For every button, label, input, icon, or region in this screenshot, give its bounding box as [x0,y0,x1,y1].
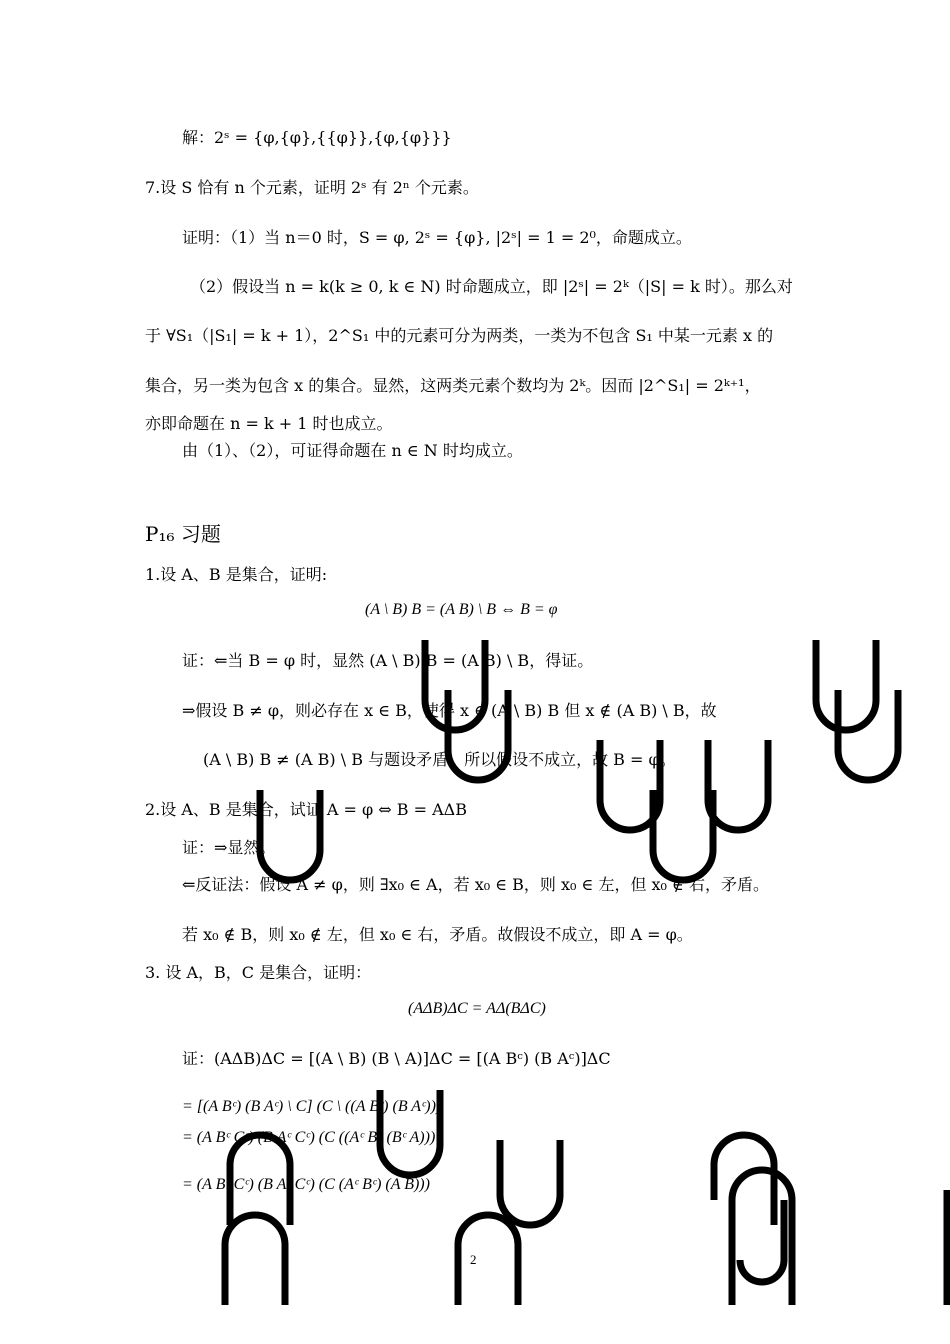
artifact-stroke [816,640,876,730]
artifact-stroke [732,1170,792,1305]
artifact-stroke [225,1215,285,1305]
artifact-stroke [500,1140,560,1225]
proof-inductive-conclusion: 亦即命题在 n = k + 1 时也成立。 [145,414,393,433]
artifact-stroke [838,690,898,780]
exercise-1-formula: (A \ B) B = (A B) \ B ⇔ B = φ [365,601,558,618]
proof-base-case: 证明：（1）当 n＝0 时，S = φ, 2ˢ = {φ}, |2ˢ| = 1 = 2⁰，命题成立。 [182,228,692,247]
proof-inductive-hypothesis: （2）假设当 n = k(k ≥ 0, k ∈ N) 时命题成立，即 |2ˢ| = 2ᵏ（|S| = k 时）。那么对 [190,277,793,296]
exercise-1-statement: 1.设 A、B 是集合，证明: [145,565,328,584]
artifact-stroke [740,1200,784,1282]
proof-inductive-step-2: 集合，另一类为包含 x 的集合。显然，这两类元素个数均为 2ᵏ。因而 |2^S₁| = 2ᵏ⁺¹， [145,376,761,395]
exercise-1-proof-forward: ⇒假设 B ≠ φ，则必存在 x ∈ B，使得 x ∈ (A \ B) B 但 x ∉ (A B) \ B，故 [182,701,717,720]
artifact-stroke [653,790,713,880]
exercise-3-proof-line-1: 证：(AΔB)ΔC = [(A \ B) (B \ A)]ΔC = [(A Bᶜ) (B Aᶜ)]ΔC [182,1049,611,1068]
exercise-3-statement: 3. 设 A，B，C 是集合，证明： [145,963,372,982]
exercise-2-proof-forward: 证：⇒显然。 [182,838,276,857]
exercise-3-proof-line-3: = (A Bᶜ Cᶜ) (B Aᶜ Cᶜ) (C ((Aᶜ B) (Bᶜ A))) [182,1129,436,1146]
artifact-stroke [458,1215,518,1305]
page-number: 2 [470,1252,477,1267]
solution-power-set: 解：2ˢ = {φ,{φ},{{φ}},{φ,{φ}}} [182,128,452,147]
proof-inductive-step-1: 于 ∀S₁（|S₁| = k + 1），2^S₁ 中的元素可分为两类，一类为不包含 S₁ 中某一元素 x 的 [145,326,774,345]
exercise-2-proof-contradiction-2: 若 x₀ ∉ B，则 x₀ ∉ 左，但 x₀ ∈ 右，矛盾。故假设不成立，即 A = φ。 [182,925,693,944]
exercise-1-proof-reverse: 证：⇐当 B = φ 时，显然 (A \ B) B = (A B) \ B，得证。 [182,651,594,670]
proof-final-conclusion: 由（1）、（2），可证得命题在 n ∈ N 时均成立。 [182,441,523,460]
exercise-3-formula: (AΔB)ΔC = AΔ(BΔC) [408,1000,546,1017]
exercise-7-statement: 7.设 S 恰有 n 个元素，证明 2ˢ 有 2ⁿ 个元素。 [145,178,479,197]
exercise-3-proof-line-2: = [(A Bᶜ) (B Aᶜ) \ C] (C \ ((A Bᶜ) (B Aᶜ))) [182,1098,442,1115]
exercise-1-proof-conclusion: (A \ B) B ≠ (A B) \ B 与题设矛盾。所以假设不成立，故 B = φ。 [203,750,676,769]
exercise-3-proof-line-4: = (A Bᶜ Cᶜ) (B Aᶜ Cᶜ) (C (Aᶜ Bᶜ) (A B))) [182,1176,430,1193]
artifact-stroke [714,1135,774,1225]
section-heading-p16: P₁₆ 习题 [145,522,221,546]
exercise-2-statement: 2.设 A、B 是集合，试证 A = φ ⇔ B = AΔB [145,800,467,819]
exercise-2-proof-contradiction-1: ⇐反证法：假设 A ≠ φ，则 ∃x₀ ∈ A，若 x₀ ∈ B，则 x₀ ∈ 左，但 x₀ ∉ 右，矛盾。 [182,875,769,894]
artifact-stroke [708,740,768,830]
